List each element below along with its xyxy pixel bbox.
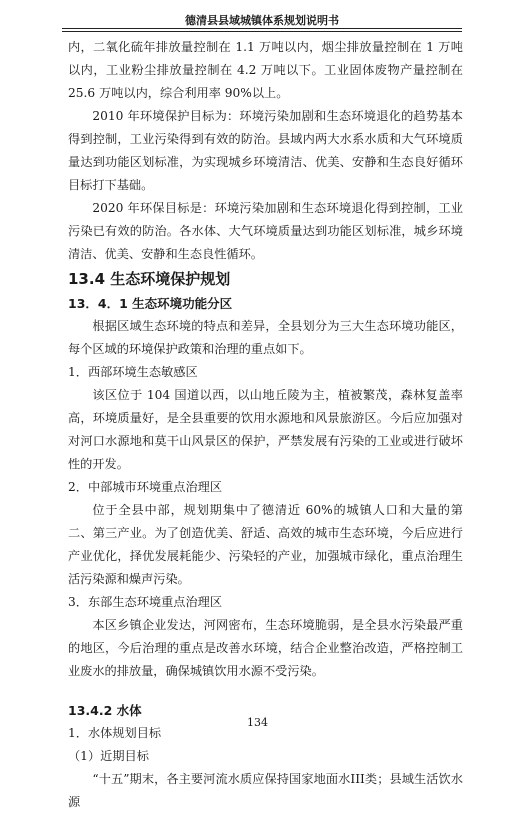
paragraph: 内，二氧化硫年排放量控制在 1.1 万吨以内，烟尘排放量控制在 1 万吨以内，工业粉尘排放量控制在 4.2 万吨以下。工业固体废物产量控制在 25.6 万吨以内，综合利用率 90%以上。 bbox=[68, 40, 463, 100]
list-heading: 1．西部环境生态敏感区 bbox=[68, 365, 198, 379]
paragraph: 2010 年环境保护目标为：环境污染加剧和生态环境退化的趋势基本得到控制，工业污染得到有效的防治。县域内两大水系水质和大气环境质量达到功能区划标准，为实现城乡环境清洁、优美、安静和生态良好循环目标打下基础。 bbox=[68, 109, 463, 192]
list-heading: 3．东部生态环境重点治理区 bbox=[68, 595, 223, 609]
paragraph: 根据区域生态环境的特点和差异，全县划分为三大生态环境功能区，每个区域的环境保护政策和治理的重点如下。 bbox=[68, 319, 463, 356]
paragraph: 本区乡镇企业发达，河网密布，生态环境脆弱，是全县水污染最严重的地区，今后治理的重点是改善水环境，结合企业整治改造，严格控制工业废水的排放量，确保城镇饮用水源不受污染。 bbox=[68, 618, 463, 678]
paragraph: 2020 年环保目标是：环境污染加剧和生态环境退化得到控制，工业污染已有效的防治。各水体、大气环境质量达到功能区划标准，城乡环境清洁、优美、安静和生态良性循环。 bbox=[68, 201, 463, 261]
paragraph: 位于全县中部，规划期集中了德清近 60%的城镇人口和大量的第二、第三产业。为了创造优美、舒适、高效的城市生态环境，今后应进行产业优化，择优发展耗能少、污染轻的产业，加强城市绿化，重点治理生活污染源和燥声污染。 bbox=[68, 503, 463, 586]
list-heading: 2．中部城市环境重点治理区 bbox=[68, 480, 223, 494]
paragraph: 该区位于 104 国道以西，以山地丘陵为主，植被繁茂，森林复盖率高，环境质量好，是全县重要的饮用水源地和风景旅游区。今后应加强对对河口水源地和莫干山风景区的保护，严禁发展有污染的工业或进行破坏性的开发。 bbox=[68, 388, 463, 471]
list-heading: （1）近期目标 bbox=[68, 749, 149, 763]
header-rule bbox=[62, 28, 462, 29]
running-header: 德清县县域城镇体系规划说明书 bbox=[185, 14, 339, 27]
spacer bbox=[68, 683, 463, 699]
paragraph: “十五”期末，各主要河流水质应保持国家地面水III类；县域生活饮水源 bbox=[68, 772, 463, 809]
body-text bbox=[68, 36, 463, 814]
page-number: 134 bbox=[247, 716, 268, 729]
header-rule-thin bbox=[62, 31, 462, 32]
subsection-heading: 13．4．1 生态环境功能分区 bbox=[68, 296, 233, 311]
section-heading: 13.4 生态环境保护规划 bbox=[68, 270, 231, 288]
list-heading: 1．水体规划目标 bbox=[68, 726, 162, 740]
subsection-heading: 13.4.2 水体 bbox=[68, 703, 142, 718]
